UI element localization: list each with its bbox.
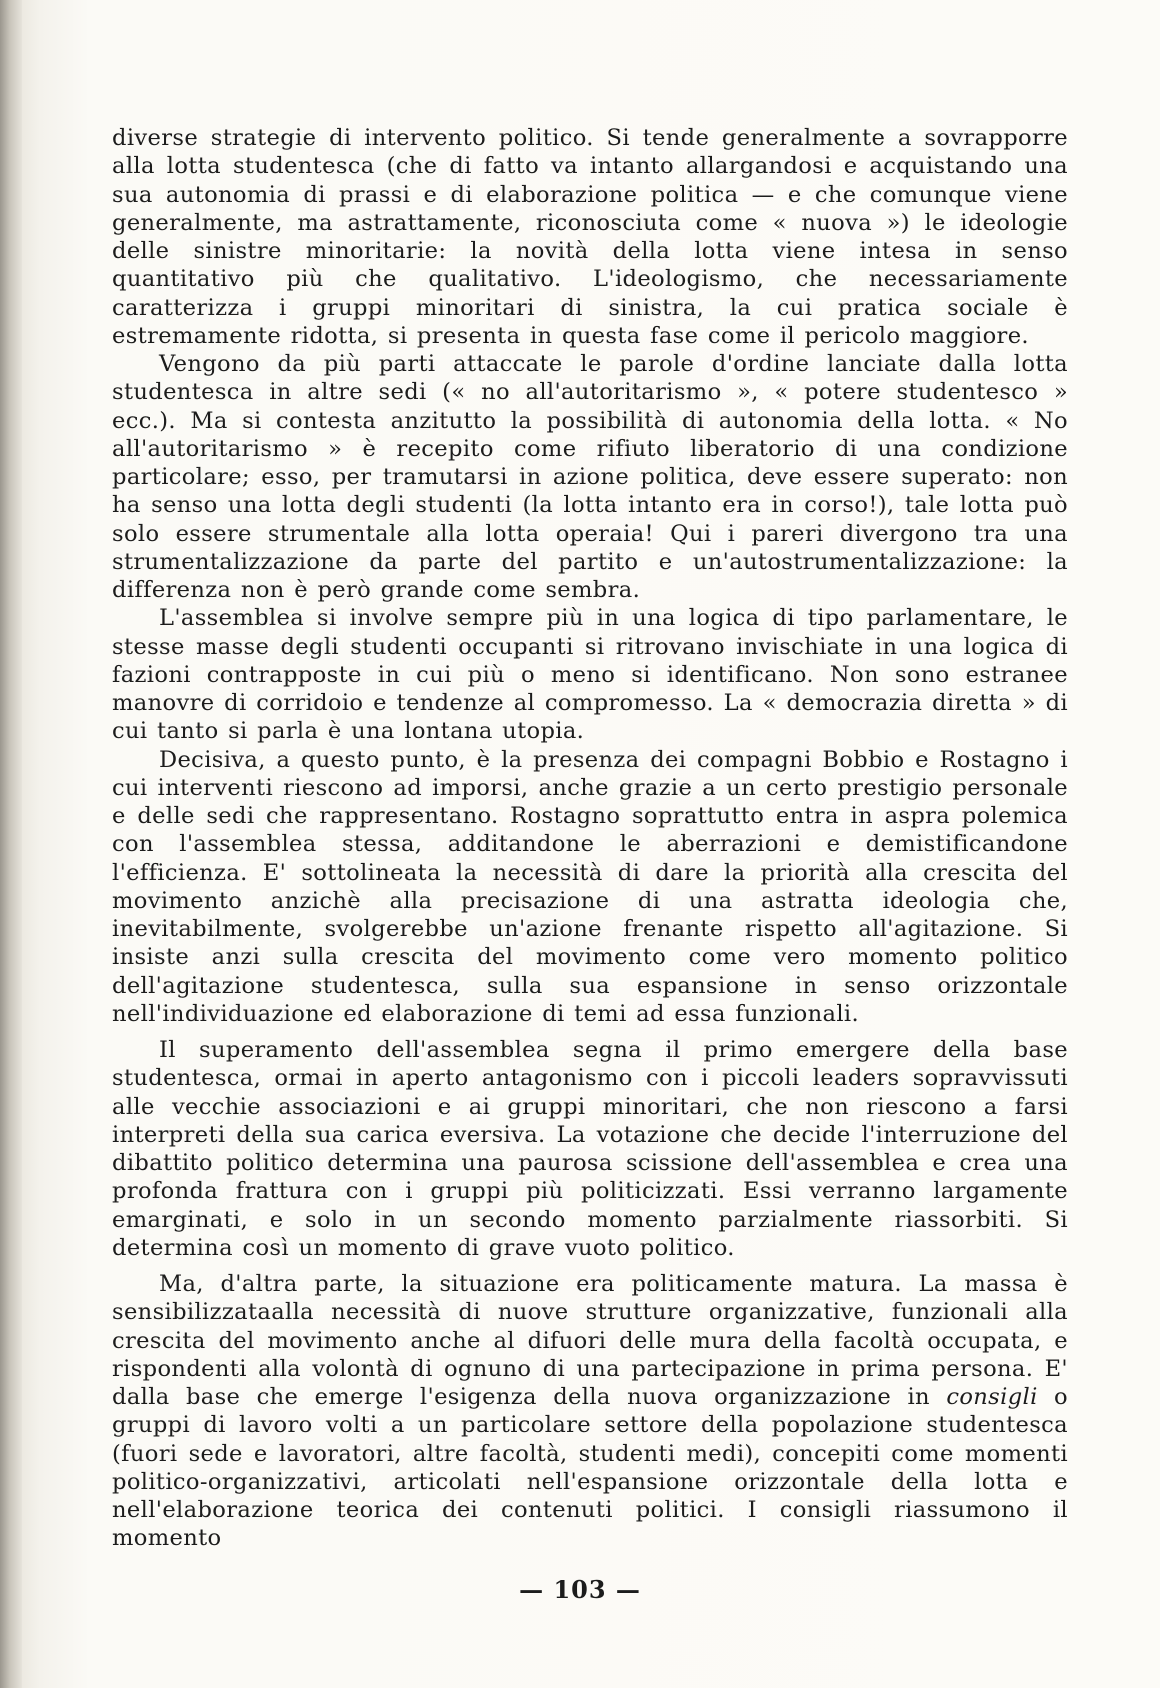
- paragraph-5: Il superamento dell'assemblea segna il primo emergere della base studentesca, ormai in aperto antagonismo con i piccoli leaders sopravvissuti alle vecchie associazioni e ai gruppi minoritari, che non riescono a farsi interpreti della sua carica eversiva. La votazione che decide l'interruzione del dibattito politico determina una paurosa scissione dell'assemblea e crea una profonda frattura con i gruppi più politicizzati. Essi verranno largamente emarginati, e solo in un secondo momento parzialmente riassorbiti. Si determina così un momento di grave vuoto politico.: [112, 1037, 1068, 1261]
- paragraph-6-text-start: Ma, d'altra parte, la situazione era politicamente matura. La massa è sensibilizzataalla necessità di nuove strutture organizzative, funzionali alla crescita del movimento anche al difuori delle mura della facoltà occupata, e rispondenti alla volontà di ognuno di una partecipazione in prima persona. E' dalla base che emerge l'esigenza della nuova organizzazione in: [112, 1271, 1068, 1410]
- page-binding-shadow: [0, 0, 22, 1688]
- page-number: — 103 —: [519, 1575, 641, 1604]
- paragraph-4: Decisiva, a questo punto, è la presenza dei compagni Bobbio e Rostagno i cui interventi riescono ad imporsi, anche grazie a un certo prestigio personale e delle sedi che rappresentano. Rostagno soprattutto entra in aspra polemica con l'assemblea stessa, additandone le aberrazioni e demistificandone l'efficienza. E' sottolineata la necessità di dare la priorità alla crescita del movimento anzichè alla precisazione di una astratta ideologia che, inevitabilmente, svolgerebbe un'azione frenante rispetto all'agitazione. Si insiste anzi sulla crescita del movimento come vero momento politico dell'agitazione studentesca, sulla sua espansione in senso orizzontale nell'individuazione ed elaborazione di temi ad essa funzionali.: [112, 746, 1068, 1027]
- paragraph-6: [112, 1270, 1068, 1553]
- paragraph-3: L'assemblea si involve sempre più in una logica di tipo parlamentare, le stesse masse degli studenti occupanti si ritrovano invischiate in una logica di fazioni contrapposte in cui più o meno si identificano. Non sono estranee manovre di corridoio e tendenze al compromesso. La « democrazia diretta » di cui tanto si parla è una lontana utopia.: [112, 605, 1068, 745]
- paragraph-1: diverse strategie di intervento politico. Si tende generalmente a sovrapporre alla lotta studentesca (che di fatto va intanto allargandosi e acquistando una sua autonomia di prassi e di elaborazione politica — e che comunque viene generalmente, ma astrattamente, riconosciuta come « nuova ») le ideologie delle sinistre minoritarie: la novità della lotta viene intesa in senso quantitativo più che qualitativo. L'ideologismo, che necessariamente caratterizza i gruppi minoritari di sinistra, la cui pratica sociale è estremamente ridotta, si presenta in questa fase come il pericolo maggiore.: [112, 125, 1068, 349]
- emphasized-term: consigli: [946, 1384, 1038, 1410]
- paragraph-6-text-end: o gruppi di lavoro volti a un particolare settore della popolazione studentesca (fuori sede e lavoratori, altre facoltà, studenti medi), concepiti come momenti politico-organizzativi, articolati nell'espansione orizzontale della lotta e nell'elaborazione teorica dei contenuti politici. I consigli riassumono il momento: [112, 1384, 1068, 1552]
- body-text: [112, 124, 1068, 1553]
- paragraph-2: Vengono da più parti attaccate le parole d'ordine lanciate dalla lotta studentesca in altre sedi (« no all'autoritarismo », « potere studentesco » ecc.). Ma si contesta anzitutto la possibilità di autonomia della lotta. « No all'autoritarismo » è recepito come rifiuto liberatorio di una condizione particolare; esso, per tramutarsi in azione politica, deve essere superato: non ha senso una lotta degli studenti (la lotta intanto era in corso!), tale lotta può solo essere strumentale alla lotta operaia! Qui i pareri divergono tra una strumentalizzazione da parte del partito e un'autostrumentalizzazione: la differenza non è però grande come sembra.: [112, 351, 1068, 603]
